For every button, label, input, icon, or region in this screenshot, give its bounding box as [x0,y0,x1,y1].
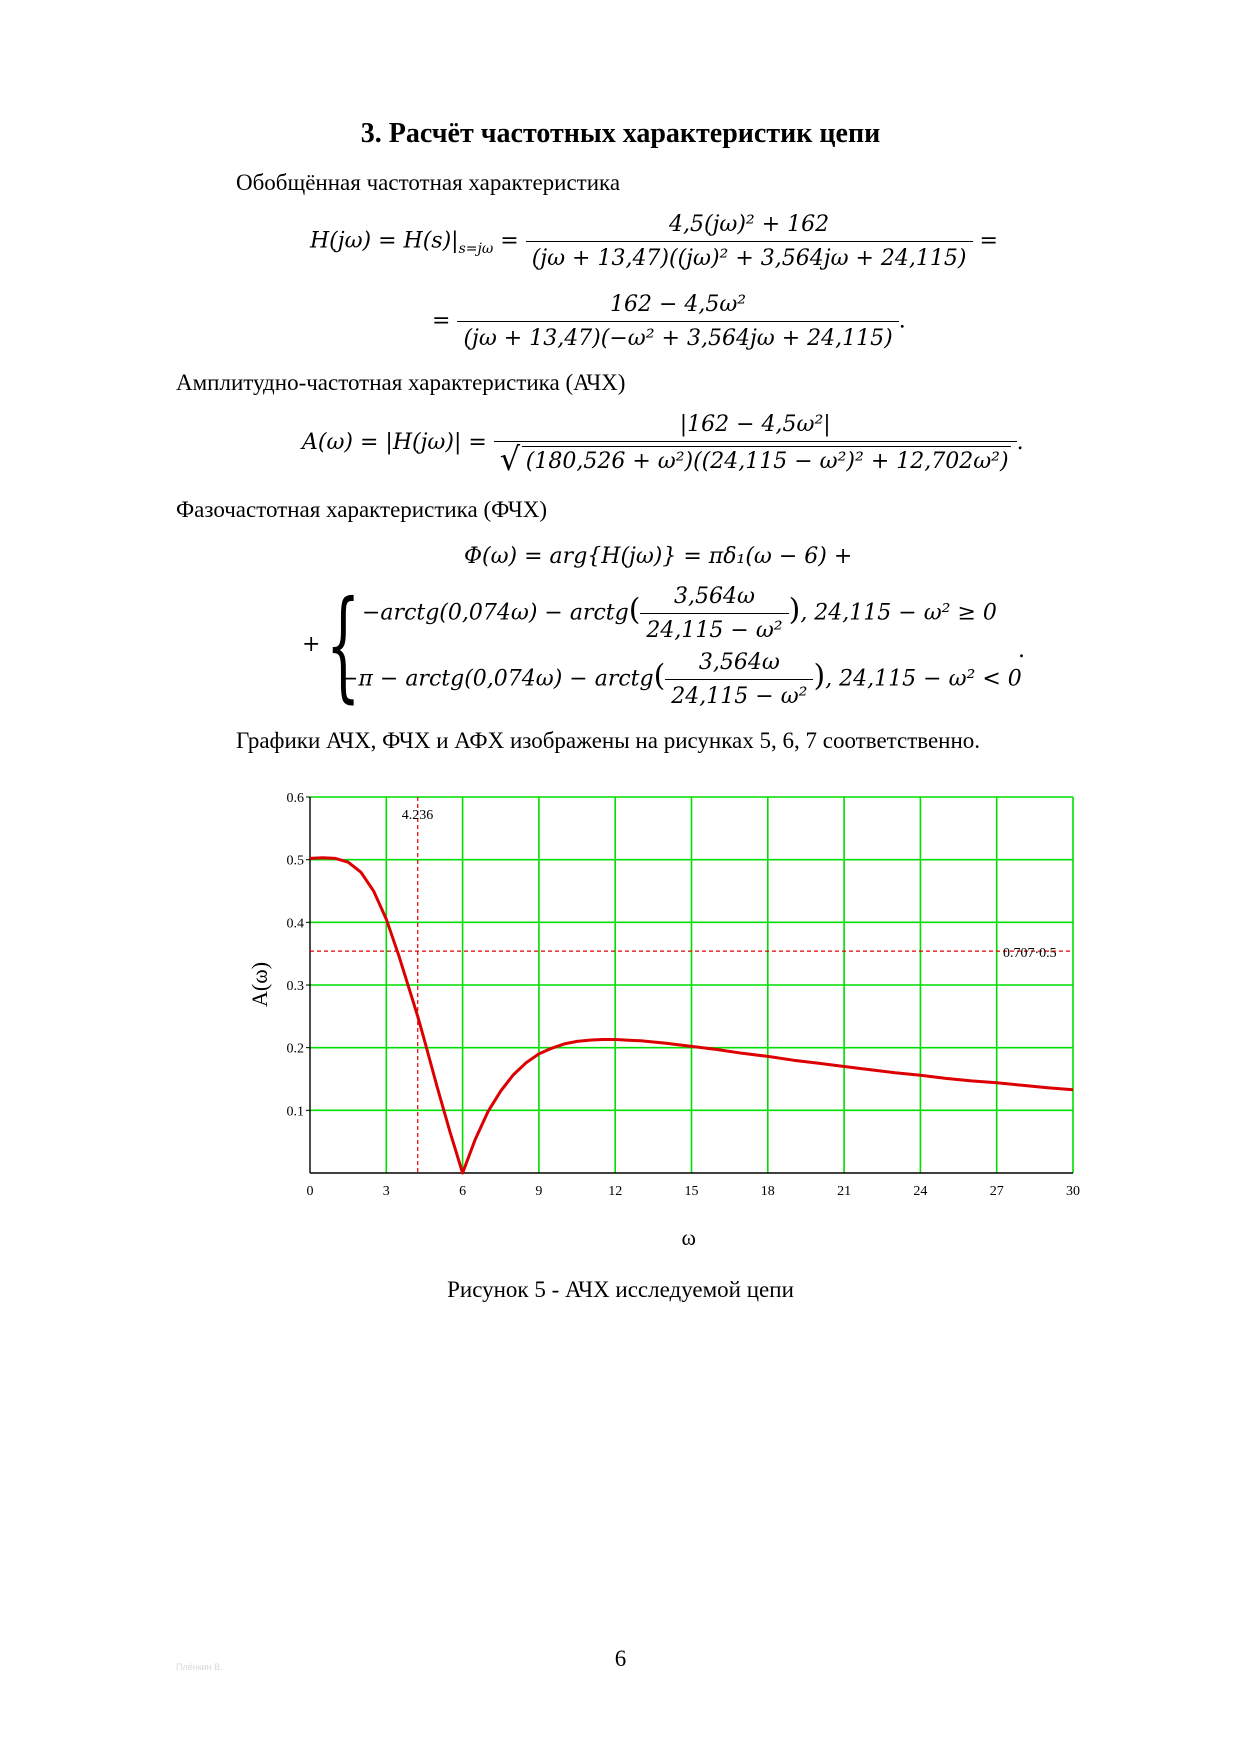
phase-equation: Φ(ω) = arg{H(jω)} = πδ₁(ω − 6) + [464,544,853,569]
h-numerator: 4,5(jω)² + 162 [526,212,973,242]
y-axis-label: A(ω) [247,961,272,1007]
x-tick-label: 30 [1066,1184,1080,1199]
h-left: H(jω) = H(s)| [310,228,459,254]
a-left: A(ω) = |H(jω)| = [302,430,494,455]
y-tick-label: 0.4 [286,916,304,932]
x-tick-label: 0 [306,1184,314,1199]
case2-condition: , 24,115 − ω² < 0 [825,666,1022,692]
sqrt-sign: √ [499,440,521,478]
y-tick-label: 0.3 [286,979,304,994]
case1-denominator: 24,115 − ω² [646,618,783,643]
phase-case-2: −π − arctg(0,074ω) − arctg( $\frac{3,564\omega}{\text{24,115 − ω²}}$ ), 24,115 − ω² < 0 [340,650,1022,709]
case2-left: −π − arctg(0,074ω) − arctg [340,666,654,692]
x-tick-label: 18 [760,1184,775,1199]
generalized-label: Обобщённая частотная характеристика [236,170,621,195]
amplitude-equation [302,412,1024,478]
h2-fraction [457,292,898,351]
x-tick-label: 21 [837,1184,852,1199]
a-tail: . [1016,430,1024,455]
page-number: 6 [614,1646,627,1671]
case2-denominator: 24,115 − ω² [671,684,808,709]
x-tick-label: 27 [989,1184,1004,1199]
hline-label: 0.707·0.5 [1003,946,1057,962]
section-heading: 3. Расчёт частотных характеристик цепи [360,118,881,149]
piecewise-brace: { [326,576,361,715]
y-tick-label: 0.5 [286,853,304,869]
phase-plus: + [302,632,321,657]
h2-denominator: (jω + 13,47)(−ω² + 3,564jω + 24,115) [463,326,893,351]
x-tick-label: 24 [913,1184,928,1199]
h-denominator: (jω + 13,47)((jω)² + 3,564jω + 24,115) [531,246,967,271]
amplitude-chart [205,785,1105,1285]
y-tick-label: 0.6 [286,791,304,806]
phase-case-1: −arctg(0,074ω) − arctg( $\frac{3,564\omega}{\text{24,115 − ω²}}$ ), 24,115 − ω² ≥ 0 [362,584,997,643]
phase-label: Фазочастотная характеристика (ФЧХ) [176,497,548,522]
x-tick-label: 15 [684,1184,699,1199]
figure-caption: Рисунок 5 - АЧХ исследуемой цепи [447,1277,794,1302]
h-tail: = [972,228,998,254]
phase-tail: . [1018,638,1025,663]
y-tick-label: 0.1 [286,1104,304,1120]
case1-left: −arctg(0,074ω) − arctg [362,600,629,626]
case1-condition: , 24,115 − ω² ≥ 0 [800,600,997,626]
h2-numerator: 162 − 4,5ω² [457,292,898,322]
graphs-intro: Графики АЧХ, ФЧХ и АФХ изображены на рисунках 5, 6, 7 соответственно. [236,728,981,753]
h-fraction [526,212,973,271]
h-eq: = [493,228,526,254]
a-sqrt [499,440,1011,478]
x-tick-label: 12 [608,1184,623,1199]
case1-fraction [640,584,788,643]
y-tick-label: 0.2 [286,1041,304,1057]
a-denominator: (180,526 + ω²)((24,115 − ω²)² + 12,702ω²) [522,446,1011,474]
case2-fraction [665,650,813,709]
x-axis-label: ω [681,1225,696,1250]
chart-svg [205,785,1105,1285]
case1-numerator: 3,564ω [640,584,788,614]
vline-label: 4.236 [401,808,434,823]
x-tick-label: 6 [459,1184,467,1199]
transfer-function-equation [310,212,998,271]
h2-lead: = [432,308,458,334]
h2-tail: . [898,308,906,334]
x-tick-label: 3 [382,1184,390,1199]
a-fraction [494,412,1017,478]
amplitude-label: Амплитудно-частотная характеристика (АЧХ) [176,370,626,395]
h-sub: s=jω [458,240,494,257]
case2-numerator: 3,564ω [665,650,813,680]
a-numerator: |162 − 4,5ω²| [494,412,1017,442]
x-tick-label: 9 [535,1184,543,1199]
watermark: Плёнкин В. [176,1662,223,1672]
transfer-function-equation-2 [432,292,906,351]
